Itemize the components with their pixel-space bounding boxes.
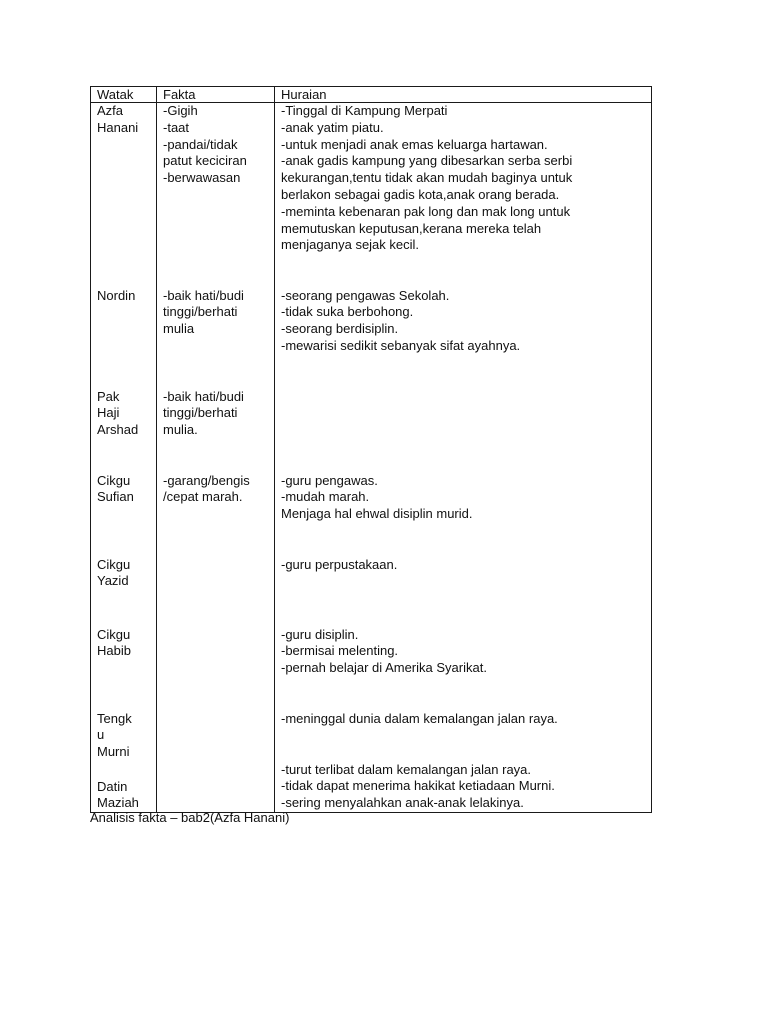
huraian-line: berlakon sebagai gadis kota,anak orang berada. — [281, 186, 560, 202]
cell-fakta — [157, 389, 275, 473]
table-row — [91, 389, 652, 473]
cell-huraian — [275, 288, 652, 389]
huraian-line: menjaganya sejak kecil. — [281, 237, 420, 253]
huraian-line: -mudah marah. — [281, 489, 370, 505]
watak-line: Pak — [97, 388, 120, 404]
document-caption: Analisis fakta – bab2(Azfa Hanani) — [90, 810, 290, 825]
character-facts-table — [90, 86, 652, 813]
header-watak: Watak — [91, 87, 157, 103]
huraian-line: -untuk menjadi anak emas keluarga hartawan. — [281, 136, 548, 152]
watak-line: Murni — [97, 744, 130, 760]
watak-line: Maziah — [97, 795, 139, 811]
cell-huraian — [275, 103, 652, 288]
cell-fakta — [157, 103, 275, 288]
cell-fakta — [157, 711, 275, 762]
table-row — [91, 473, 652, 557]
fakta-line: -Gigih — [163, 103, 198, 118]
table-row — [91, 557, 652, 627]
fakta-line: -baik hati/budi — [163, 287, 244, 303]
watak-line: u — [97, 727, 105, 743]
table-row — [91, 711, 652, 762]
huraian-line: memutuskan keputusan,kerana mereka telah — [281, 220, 542, 236]
fakta-line: -baik hati/budi — [163, 388, 244, 404]
cell-huraian — [275, 473, 652, 557]
huraian-line: -anak gadis kampung yang dibesarkan serba serbi — [281, 153, 573, 169]
cell-huraian — [275, 627, 652, 711]
cell-fakta — [157, 627, 275, 711]
table-row — [91, 627, 652, 711]
watak-line: Nordin — [97, 287, 136, 303]
watak-line: Sufian — [97, 489, 134, 505]
huraian-line: -pernah belajar di Amerika Syarikat. — [281, 660, 487, 676]
cell-huraian — [275, 711, 652, 762]
cell-watak — [91, 288, 157, 389]
cell-watak — [91, 711, 157, 762]
watak-line: Cikgu — [97, 626, 131, 642]
huraian-line: -Tinggal di Kampung Merpati — [281, 103, 448, 118]
huraian-line: kekurangan,tentu tidak akan mudah baginya untuk — [281, 170, 573, 186]
fakta-line: /cepat marah. — [163, 489, 243, 505]
huraian-line: -guru pengawas. — [281, 472, 378, 488]
cell-watak — [91, 103, 157, 288]
fakta-line: -taat — [163, 119, 190, 135]
table-row — [91, 288, 652, 389]
watak-line: Arshad — [97, 422, 139, 438]
huraian-line: -guru disiplin. — [281, 626, 359, 642]
huraian-line: -mewarisi sedikit sebanyak sifat ayahnya. — [281, 337, 521, 353]
watak-line: Datin — [97, 778, 128, 794]
huraian-line: -tidak dapat menerima hakikat ketiadaan Murni. — [281, 778, 555, 794]
header-huraian: Huraian — [275, 87, 652, 103]
watak-line: Tengk — [97, 710, 132, 726]
watak-line: Yazid — [97, 573, 129, 589]
huraian-line: -seorang berdisiplin. — [281, 321, 399, 337]
fakta-line: patut keciciran — [163, 153, 247, 169]
huraian-line: -sering menyalahkan anak-anak lelakinya. — [281, 795, 524, 811]
cell-fakta — [157, 473, 275, 557]
cell-watak — [91, 389, 157, 473]
watak-line: Cikgu — [97, 556, 131, 572]
cell-huraian — [275, 389, 652, 473]
huraian-line: -anak yatim piatu. — [281, 119, 384, 135]
watak-line: Azfa — [97, 103, 124, 118]
cell-huraian — [275, 557, 652, 627]
fakta-line: -garang/bengis — [163, 472, 250, 488]
fakta-line: -berwawasan — [163, 170, 241, 186]
huraian-line: -meninggal dunia dalam kemalangan jalan raya. — [281, 710, 558, 726]
fakta-line: tinggi/berhati — [163, 304, 238, 320]
watak-line: Hanani — [97, 119, 139, 135]
cell-watak — [91, 557, 157, 627]
huraian-line: -turut terlibat dalam kemalangan jalan raya. — [281, 761, 532, 777]
fakta-line: tinggi/berhati — [163, 405, 238, 421]
watak-line: Cikgu — [97, 472, 131, 488]
cell-fakta — [157, 762, 275, 813]
cell-watak — [91, 762, 157, 813]
fakta-line: mulia — [163, 321, 195, 337]
watak-line: Haji — [97, 405, 120, 421]
huraian-line: Menjaga hal ehwal disiplin murid. — [281, 506, 473, 522]
huraian-line: -bermisai melenting. — [281, 643, 399, 659]
huraian-line: -meminta kebenaran pak long dan mak long untuk — [281, 203, 571, 219]
header-fakta: Fakta — [157, 87, 275, 103]
huraian-line: -seorang pengawas Sekolah. — [281, 287, 450, 303]
fakta-line: -pandai/tidak — [163, 136, 238, 152]
table-body — [91, 103, 652, 813]
table-header-row — [91, 87, 652, 103]
huraian-line: -guru perpustakaan. — [281, 556, 398, 572]
table-row — [91, 103, 652, 288]
fakta-line: mulia. — [163, 422, 198, 438]
watak-line: Habib — [97, 643, 131, 659]
cell-watak — [91, 473, 157, 557]
cell-fakta — [157, 557, 275, 627]
cell-watak — [91, 627, 157, 711]
cell-fakta — [157, 288, 275, 389]
cell-huraian — [275, 762, 652, 813]
huraian-line: -tidak suka berbohong. — [281, 304, 414, 320]
table-row — [91, 762, 652, 813]
